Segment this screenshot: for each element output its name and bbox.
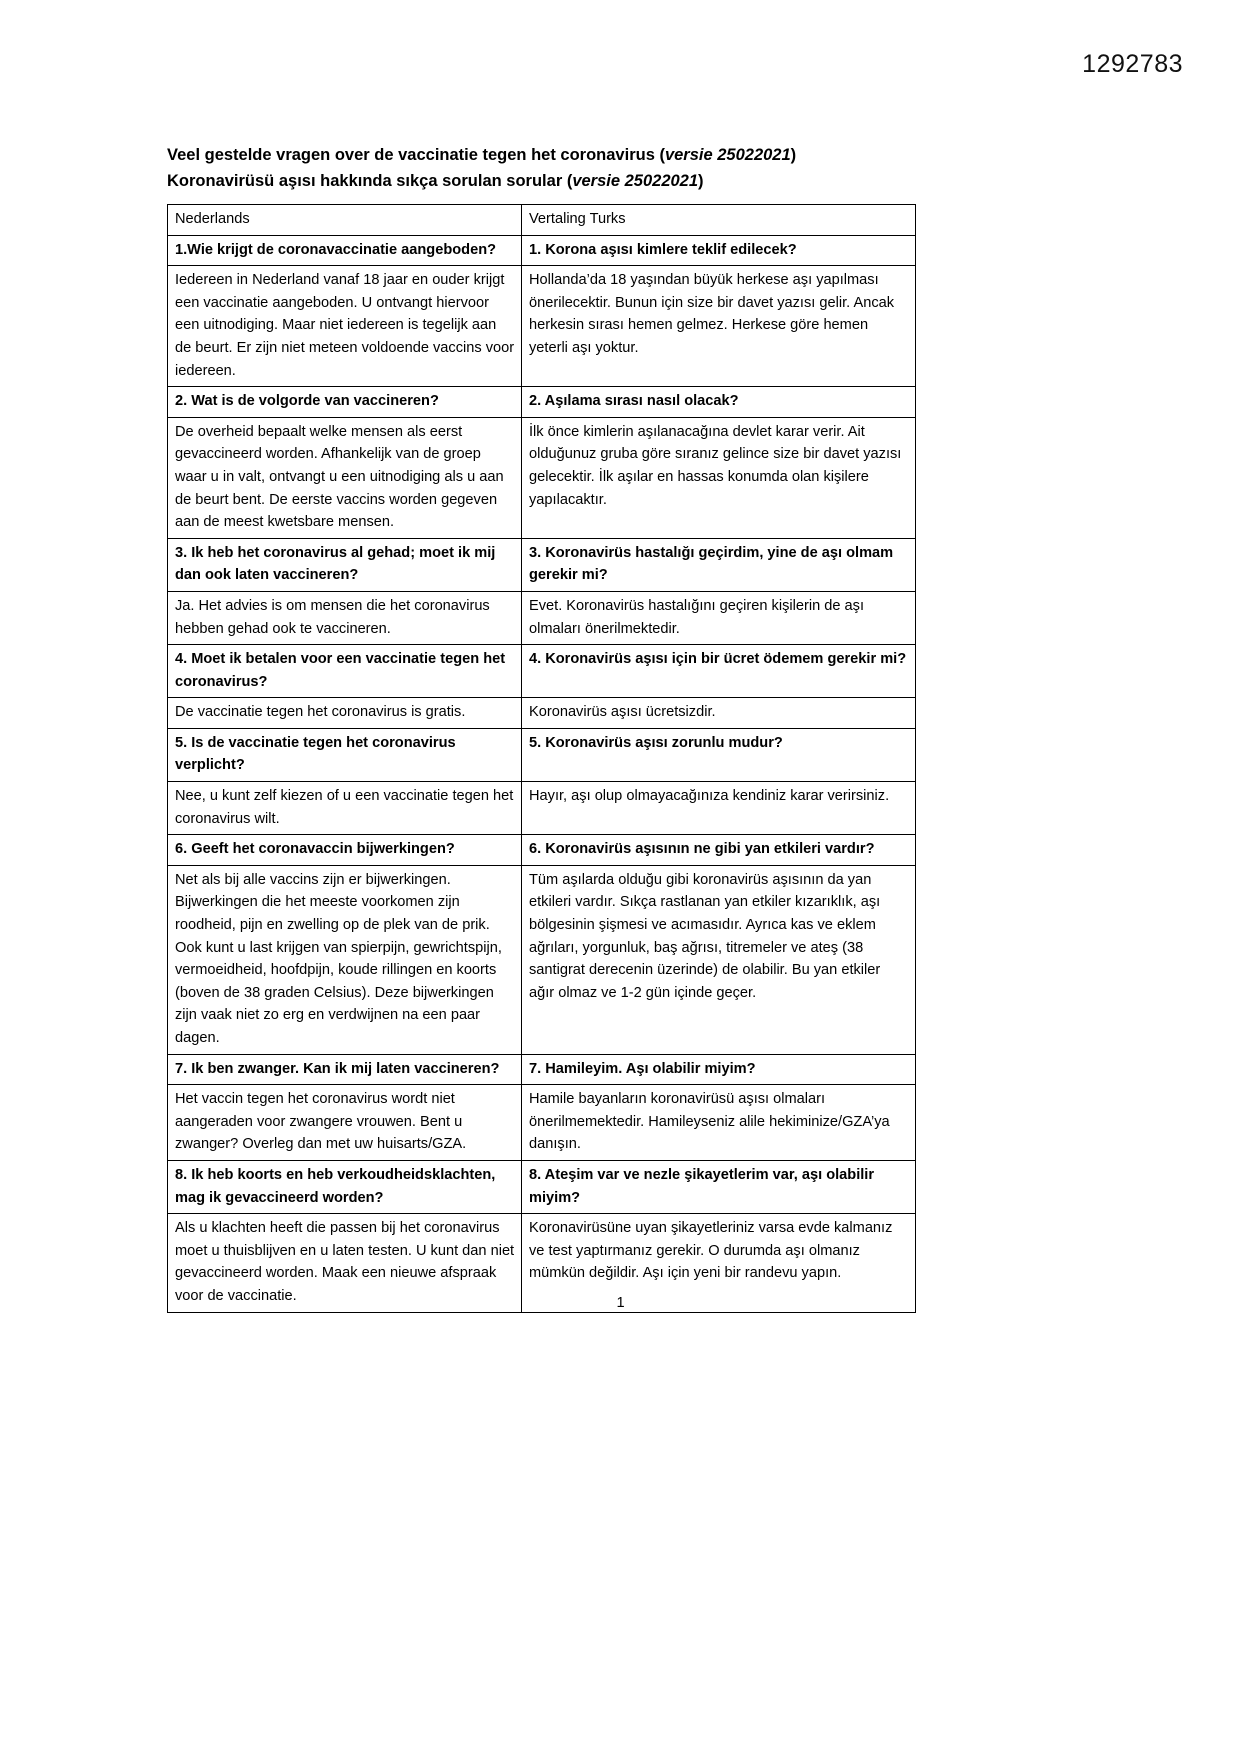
document-stamp-number: 1292783	[1082, 50, 1183, 78]
faq-question-turkish: 3. Koronavirüs hastalığı geçirdim, yine de aşı olmam gerekir mi?	[522, 538, 916, 591]
table-row	[168, 1160, 916, 1213]
table-row	[168, 266, 916, 387]
document-title-block	[167, 142, 915, 194]
column-header-dutch: Nederlands	[168, 205, 522, 236]
page-title-dutch-version: versie 25022021	[664, 146, 791, 164]
faq-question-dutch: 3. Ik heb het coronavirus al gehad; moet ik mij dan ook laten vaccineren?	[168, 538, 522, 591]
table-row	[168, 835, 916, 866]
table-row	[168, 417, 916, 538]
faq-answer-dutch: Als u klachten heeft die passen bij het coronavirus moet u thuisblijven en u laten testen. U kunt dan niet gevaccineerd worden. Maak een nieuwe afspraak voor de vaccinatie.	[168, 1214, 522, 1312]
faq-answer-dutch: Nee, u kunt zelf kiezen of u een vaccinatie tegen het coronavirus wilt.	[168, 782, 522, 835]
faq-table	[167, 204, 916, 1313]
table-header-row	[168, 205, 916, 236]
table-row	[168, 1085, 916, 1161]
table-row	[168, 1054, 916, 1085]
page-title-dutch-main: Veel gestelde vragen over de vaccinatie tegen het coronavirus (	[167, 146, 665, 164]
faq-question-dutch: 2. Wat is de volgorde van vaccineren?	[168, 387, 522, 418]
faq-question-dutch: 6. Geeft het coronavaccin bijwerkingen?	[168, 835, 522, 866]
faq-question-dutch: 7. Ik ben zwanger. Kan ik mij laten vaccineren?	[168, 1054, 522, 1085]
faq-answer-turkish: Koronavirüsüne uyan şikayetleriniz varsa evde kalmanız ve test yaptırmanız gerekir. O durumda aşı olmanız mümkün değildir. Aşı için yeni bir randevu yapın.	[522, 1214, 916, 1312]
faq-question-turkish: 1. Korona aşısı kimlere teklif edilecek?	[522, 235, 916, 266]
table-row	[168, 538, 916, 591]
page-title-dutch-close: )	[790, 146, 797, 164]
table-row	[168, 782, 916, 835]
faq-question-turkish: 8. Ateşim var ve nezle şikayetlerim var, aşı olabilir miyim?	[522, 1160, 916, 1213]
document-body	[167, 142, 915, 1313]
faq-question-turkish: 2. Aşılama sırası nasıl olacak?	[522, 387, 916, 418]
faq-table-body	[168, 205, 916, 1313]
faq-answer-dutch: Net als bij alle vaccins zijn er bijwerkingen. Bijwerkingen die het meeste voorkomen zijn roodheid, pijn en zwelling op de plek van de prik. Ook kunt u last krijgen van spierpijn, gewrichtspijn, vermoeidheid, hoofdpijn, koude rillingen en koorts (boven de 38 graden Celsius). Deze bijwerkingen zijn vaak niet zo erg en verdwijnen na een paar dagen.	[168, 865, 522, 1054]
faq-question-dutch: 5. Is de vaccinatie tegen het coronavirus verplicht?	[168, 728, 522, 781]
table-row	[168, 728, 916, 781]
faq-answer-turkish: Hollanda’da 18 yaşından büyük herkese aşı yapılması önerilecektir. Bunun için size bir davet yazısı gelir. Ancak herkesin sırası hemen gelmez. Herkese göre hemen yeterli aşı yoktur.	[522, 266, 916, 387]
faq-answer-turkish: Hamile bayanların koronavirüsü aşısı olmaları önerilmemektedir. Hamileyseniz alile hekiminize/GZA’ya danışın.	[522, 1085, 916, 1161]
faq-question-turkish: 6. Koronavirüs aşısının ne gibi yan etkileri vardır?	[522, 835, 916, 866]
faq-answer-turkish: Evet. Koronavirüs hastalığını geçiren kişilerin de aşı olmaları önerilmektedir.	[522, 591, 916, 644]
table-row	[168, 645, 916, 698]
faq-answer-turkish: Hayır, aşı olup olmayacağınıza kendiniz karar verirsiniz.	[522, 782, 916, 835]
faq-answer-turkish: Tüm aşılarda olduğu gibi koronavirüs aşısının da yan etkileri vardır. Sıkça rastlanan yan etkiler kızarıklık, aşı bölgesinin şişmesi ve acımasıdır. Ayrıca kas ve eklem ağrıları, yorgunluk, baş ağrısı, titremeler ve ateş (38 santigrat derecenin üzerinde) de olabilir. Bu yan etkiler ağır olmaz ve 1-2 gün içinde geçer.	[522, 865, 916, 1054]
table-row	[168, 235, 916, 266]
page-title-dutch	[167, 142, 915, 168]
faq-question-turkish: 7. Hamileyim. Aşı olabilir miyim?	[522, 1054, 916, 1085]
faq-answer-dutch: Ja. Het advies is om mensen die het coronavirus hebben gehad ook te vaccineren.	[168, 591, 522, 644]
faq-answer-dutch: De overheid bepaalt welke mensen als eerst gevaccineerd worden. Afhankelijk van de groep waar u in valt, ontvangt u een uitnodiging als u aan de beurt bent. De eerste vaccins worden gegeven aan de meest kwetsbare mensen.	[168, 417, 522, 538]
faq-question-dutch: 4. Moet ik betalen voor een vaccinatie tegen het coronavirus?	[168, 645, 522, 698]
page-title-turkish-version: versie 25022021	[572, 172, 699, 190]
table-row	[168, 865, 916, 1054]
faq-question-dutch: 1.Wie krijgt de coronavaccinatie aangeboden?	[168, 235, 522, 266]
faq-answer-dutch: De vaccinatie tegen het coronavirus is gratis.	[168, 698, 522, 729]
faq-answer-turkish: Koronavirüs aşısı ücretsizdir.	[522, 698, 916, 729]
faq-question-turkish: 5. Koronavirüs aşısı zorunlu mudur?	[522, 728, 916, 781]
page-title-turkish-main: Koronavirüsü aşısı hakkında sıkça sorulan sorular (	[167, 172, 573, 190]
faq-question-dutch: 8. Ik heb koorts en heb verkoudheidsklachten, mag ik gevaccineerd worden?	[168, 1160, 522, 1213]
column-header-turkish: Vertaling Turks	[522, 205, 916, 236]
faq-answer-turkish: İlk önce kimlerin aşılanacağına devlet karar verir. Ait olduğunuz gruba göre sıranız gelince size bir davet yazısı gelecektir. İlk aşılar en hassas konumda olan kişilere yapılacaktır.	[522, 417, 916, 538]
table-row	[168, 698, 916, 729]
page-number: 1	[616, 1295, 625, 1311]
table-row	[168, 591, 916, 644]
page-title-turkish-close: )	[698, 172, 704, 190]
faq-question-turkish: 4. Koronavirüs aşısı için bir ücret ödemem gerekir mi?	[522, 645, 916, 698]
faq-answer-dutch: Het vaccin tegen het coronavirus wordt niet aangeraden voor zwangere vrouwen. Bent u zwanger? Overleg dan met uw huisarts/GZA.	[168, 1085, 522, 1161]
table-row	[168, 387, 916, 418]
faq-answer-dutch: Iedereen in Nederland vanaf 18 jaar en ouder krijgt een vaccinatie aangeboden. U ontvangt hiervoor een uitnodiging. Maar niet iedereen is tegelijk aan de beurt. Er zijn niet meteen voldoende vaccins voor iedereen.	[168, 266, 522, 387]
page-title-turkish	[167, 168, 915, 194]
